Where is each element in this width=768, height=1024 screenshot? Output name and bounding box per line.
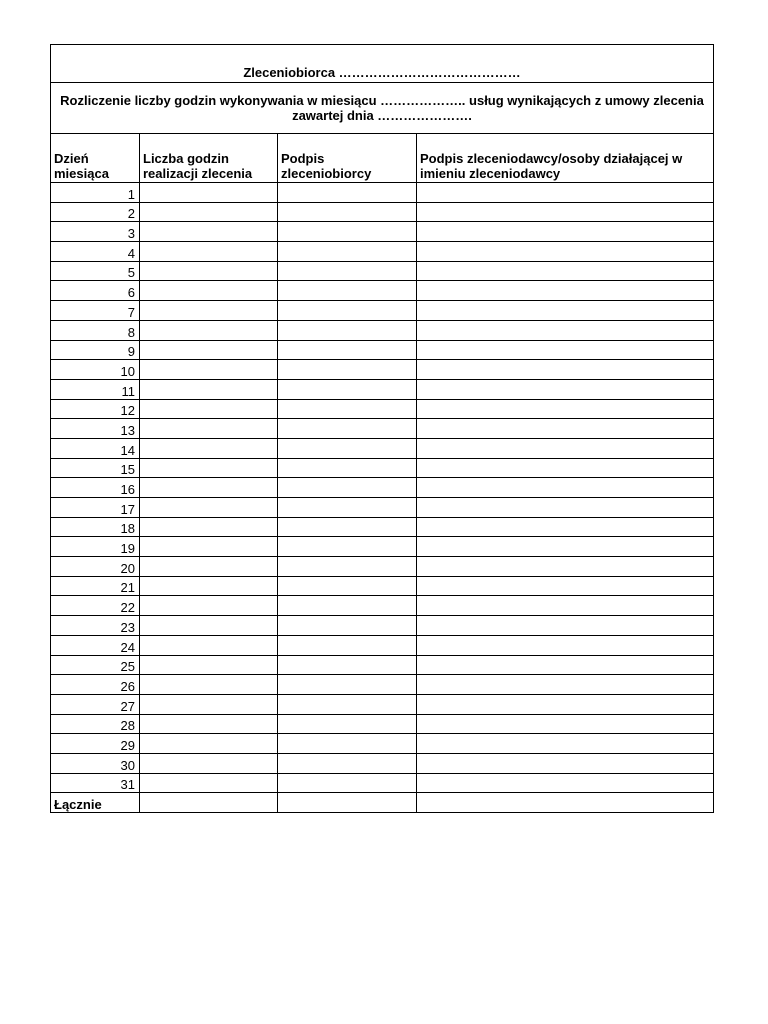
day-number: 23: [51, 616, 140, 636]
intro-row: [51, 83, 714, 134]
contractor-signature-cell: [278, 576, 417, 596]
day-number: 7: [51, 301, 140, 321]
table-row: [51, 675, 714, 695]
principal-signature-cell: [417, 261, 714, 281]
hours-cell: [140, 537, 278, 557]
day-number: 20: [51, 557, 140, 577]
day-number: 30: [51, 753, 140, 773]
principal-signature-cell: [417, 773, 714, 793]
table-row: [51, 222, 714, 242]
day-number: 12: [51, 399, 140, 419]
total-hours-cell: [140, 793, 278, 813]
contractor-signature-cell: [278, 616, 417, 636]
table-row: [51, 301, 714, 321]
table-row: [51, 596, 714, 616]
principal-signature-cell: [417, 379, 714, 399]
contractor-signature-cell: [278, 301, 417, 321]
hours-cell: [140, 340, 278, 360]
header-hours: Liczba godzin realizacji zlecenia: [140, 134, 278, 183]
contractor-signature-cell: [278, 379, 417, 399]
contractor-signature-cell: [278, 320, 417, 340]
table-row: [51, 478, 714, 498]
table-row: [51, 635, 714, 655]
hours-cell: [140, 557, 278, 577]
contractor-signature-cell: [278, 694, 417, 714]
hours-cell: [140, 301, 278, 321]
day-number: 27: [51, 694, 140, 714]
principal-signature-cell: [417, 242, 714, 262]
contractor-signature-cell: [278, 399, 417, 419]
table-row: [51, 281, 714, 301]
contractor-signature-cell: [278, 596, 417, 616]
table-row: [51, 202, 714, 222]
hours-cell: [140, 320, 278, 340]
header-row: [51, 134, 714, 183]
hours-cell: [140, 438, 278, 458]
hours-cell: [140, 458, 278, 478]
hours-cell: [140, 773, 278, 793]
table-row: [51, 517, 714, 537]
table-row: [51, 694, 714, 714]
contractor-signature-cell: [278, 478, 417, 498]
contractor-title: Zleceniobiorca ……………………………………: [51, 45, 714, 83]
hours-cell: [140, 222, 278, 242]
table-row: [51, 576, 714, 596]
day-number: 10: [51, 360, 140, 380]
contractor-signature-cell: [278, 261, 417, 281]
principal-signature-cell: [417, 183, 714, 203]
contractor-signature-cell: [278, 360, 417, 380]
table-row: [51, 714, 714, 734]
timesheet-table: [50, 44, 714, 813]
contractor-signature-cell: [278, 222, 417, 242]
principal-signature-cell: [417, 517, 714, 537]
principal-signature-cell: [417, 655, 714, 675]
principal-signature-cell: [417, 360, 714, 380]
title-row: [51, 45, 714, 83]
contractor-signature-cell: [278, 242, 417, 262]
table-row: [51, 773, 714, 793]
contractor-signature-cell: [278, 773, 417, 793]
header-day: Dzień miesiąca: [51, 134, 140, 183]
header-principal-signature: Podpis zleceniodawcy/osoby działającej w imieniu zleceniodawcy: [417, 134, 714, 183]
hours-cell: [140, 714, 278, 734]
principal-signature-cell: [417, 340, 714, 360]
contractor-signature-cell: [278, 753, 417, 773]
day-number: 3: [51, 222, 140, 242]
hours-cell: [140, 478, 278, 498]
total-contractor-cell: [278, 793, 417, 813]
principal-signature-cell: [417, 458, 714, 478]
principal-signature-cell: [417, 537, 714, 557]
table-row: [51, 379, 714, 399]
principal-signature-cell: [417, 281, 714, 301]
principal-signature-cell: [417, 419, 714, 439]
principal-signature-cell: [417, 320, 714, 340]
day-number: 29: [51, 734, 140, 754]
table-row: [51, 320, 714, 340]
hours-cell: [140, 576, 278, 596]
contractor-signature-cell: [278, 635, 417, 655]
table-row: [51, 419, 714, 439]
hours-cell: [140, 261, 278, 281]
hours-cell: [140, 281, 278, 301]
contractor-signature-cell: [278, 537, 417, 557]
contractor-signature-cell: [278, 498, 417, 518]
principal-signature-cell: [417, 478, 714, 498]
principal-signature-cell: [417, 202, 714, 222]
contractor-signature-cell: [278, 438, 417, 458]
table-row: [51, 340, 714, 360]
principal-signature-cell: [417, 616, 714, 636]
hours-cell: [140, 183, 278, 203]
hours-cell: [140, 734, 278, 754]
total-row: [51, 793, 714, 813]
contractor-signature-cell: [278, 458, 417, 478]
table-row: [51, 537, 714, 557]
table-row: [51, 261, 714, 281]
principal-signature-cell: [417, 222, 714, 242]
day-number: 19: [51, 537, 140, 557]
contractor-signature-cell: [278, 517, 417, 537]
day-number: 24: [51, 635, 140, 655]
total-label: Łącznie: [51, 793, 140, 813]
day-number: 2: [51, 202, 140, 222]
day-number: 11: [51, 379, 140, 399]
hours-cell: [140, 202, 278, 222]
table-row: [51, 734, 714, 754]
hours-cell: [140, 675, 278, 695]
header-contractor-signature: Podpis zleceniobiorcy: [278, 134, 417, 183]
hours-cell: [140, 655, 278, 675]
day-number: 31: [51, 773, 140, 793]
hours-cell: [140, 419, 278, 439]
day-number: 1: [51, 183, 140, 203]
table-row: [51, 458, 714, 478]
day-number: 8: [51, 320, 140, 340]
day-number: 25: [51, 655, 140, 675]
principal-signature-cell: [417, 734, 714, 754]
contractor-signature-cell: [278, 557, 417, 577]
day-number: 16: [51, 478, 140, 498]
hours-cell: [140, 498, 278, 518]
day-number: 5: [51, 261, 140, 281]
day-number: 4: [51, 242, 140, 262]
contractor-signature-cell: [278, 281, 417, 301]
table-row: [51, 242, 714, 262]
principal-signature-cell: [417, 635, 714, 655]
principal-signature-cell: [417, 557, 714, 577]
table-row: [51, 557, 714, 577]
contractor-signature-cell: [278, 655, 417, 675]
principal-signature-cell: [417, 399, 714, 419]
day-number: 9: [51, 340, 140, 360]
table-row: [51, 438, 714, 458]
day-number: 14: [51, 438, 140, 458]
day-number: 22: [51, 596, 140, 616]
hours-cell: [140, 596, 278, 616]
table-row: [51, 360, 714, 380]
contractor-signature-cell: [278, 419, 417, 439]
hours-cell: [140, 360, 278, 380]
settlement-description: Rozliczenie liczby godzin wykonywania w miesiącu ……………….. usług wynikających z umowy zlecenia zawartej dnia ………………….: [51, 83, 714, 134]
table-row: [51, 616, 714, 636]
table-row: [51, 753, 714, 773]
hours-cell: [140, 694, 278, 714]
contractor-signature-cell: [278, 340, 417, 360]
principal-signature-cell: [417, 438, 714, 458]
hours-cell: [140, 753, 278, 773]
principal-signature-cell: [417, 714, 714, 734]
table-row: [51, 498, 714, 518]
table-row: [51, 399, 714, 419]
contractor-signature-cell: [278, 202, 417, 222]
hours-cell: [140, 635, 278, 655]
hours-cell: [140, 517, 278, 537]
day-number: 21: [51, 576, 140, 596]
principal-signature-cell: [417, 675, 714, 695]
day-number: 6: [51, 281, 140, 301]
contractor-signature-cell: [278, 714, 417, 734]
contractor-signature-cell: [278, 183, 417, 203]
total-principal-cell: [417, 793, 714, 813]
principal-signature-cell: [417, 498, 714, 518]
table-row: [51, 183, 714, 203]
day-number: 17: [51, 498, 140, 518]
day-number: 26: [51, 675, 140, 695]
table-row: [51, 655, 714, 675]
principal-signature-cell: [417, 694, 714, 714]
principal-signature-cell: [417, 753, 714, 773]
hours-cell: [140, 616, 278, 636]
principal-signature-cell: [417, 301, 714, 321]
day-number: 15: [51, 458, 140, 478]
day-number: 28: [51, 714, 140, 734]
day-number: 18: [51, 517, 140, 537]
principal-signature-cell: [417, 576, 714, 596]
day-number: 13: [51, 419, 140, 439]
principal-signature-cell: [417, 596, 714, 616]
hours-cell: [140, 399, 278, 419]
contractor-signature-cell: [278, 675, 417, 695]
hours-cell: [140, 242, 278, 262]
contractor-signature-cell: [278, 734, 417, 754]
hours-cell: [140, 379, 278, 399]
